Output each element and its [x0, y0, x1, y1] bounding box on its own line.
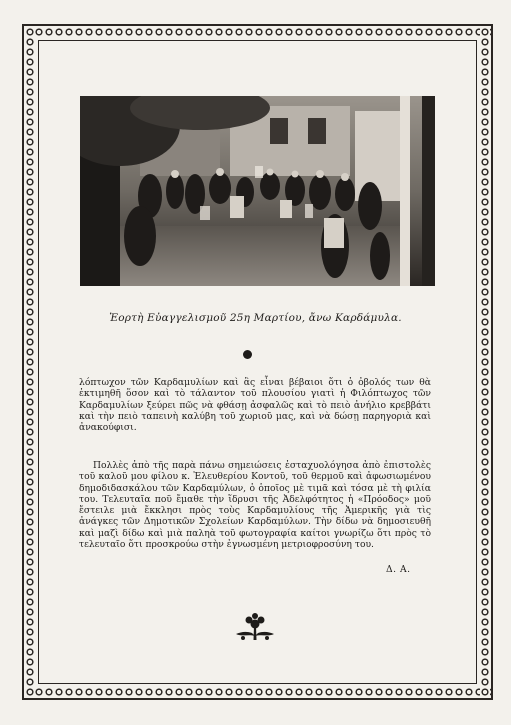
right-chain-border — [480, 27, 490, 697]
floral-vignette-icon — [232, 610, 278, 644]
paragraph-text: λόπτωχον τῶν Καρδαμυλίων καὶ ἂς εἶναι βέβαιοι ὅτι ὁ ὀβολός των θὰ ἐκτιμηθῆ ὅσον καὶ τὸ τάλαντον τοῦ πλουσίου γιατὶ ἡ Φιλόπτωχος τῶν Καρδαμυλίων ξεύρει πῶς νὰ φθάσῃ ἀσφαλῶς καὶ τὸ πειὸ ἀνήλιο κρεββάτι καὶ τὴν πειὸ ταπεινὴ καλύβη τοῦ χωριοῦ μας, καὶ νὰ δώσῃ παρηγοριὰ καὶ ἀνακούφισι. — [79, 377, 431, 434]
photo-caption: Ἑορτὴ Εὐαγγελισμοῦ 25η Μαρτίου, ἄνω Καρδάμυλα. — [109, 312, 402, 324]
paragraph-text: Πολλὲς ἀπὸ τῆς παρὰ πάνω σημειώσεις ἐσταχυολόγησα ἀπὸ ἐπιστολὲς τοῦ καλοῦ μου φίλου κ. Ἐλευθερίου Κοντοῦ, τοῦ θερμοῦ καὶ ἀφωσιωμένου δημοδιδασκάλου τῶν Καρδαμύλων, ὁ ὁποῖος μὲ τιμᾶ καὶ τόσα μὲ τὴ φιλία του. Τελευταῖα ποῦ ἔμαθε τὴν ἵδρυσι τῆς Ἀδελφότητος ἡ «Πρόοδος» μοῦ ἔστειλε μιὰ ἔκκλησι πρὸς τοὺς Καρδαμυλίους τῆς Ἀμερικῆς γιὰ τὶς ἀνάγκες τῶν Δημοτικῶν Σχολείων Καρδαμύλων. Τὴν δίδω νὰ δημοσιευθῆ καὶ μαζὶ δίδω καὶ μιὰ παληὰ τοῦ φωτογραφία καίτοι γνωρίζω ὅτι πρὸς τὸ τελευταῖο ὅτι προσκρούω στὴν ἐγνωσμένη μετριοφροσύνη του. — [79, 460, 431, 551]
bottom-chain-border — [24, 687, 491, 697]
signature: Δ. Α. — [386, 564, 411, 575]
top-chain-border — [24, 27, 491, 37]
left-chain-border — [25, 27, 35, 697]
body-paragraph-2 — [79, 460, 431, 550]
separator-dot — [243, 350, 252, 359]
crowd-photo — [80, 96, 435, 286]
body-paragraph-1 — [79, 377, 431, 433]
